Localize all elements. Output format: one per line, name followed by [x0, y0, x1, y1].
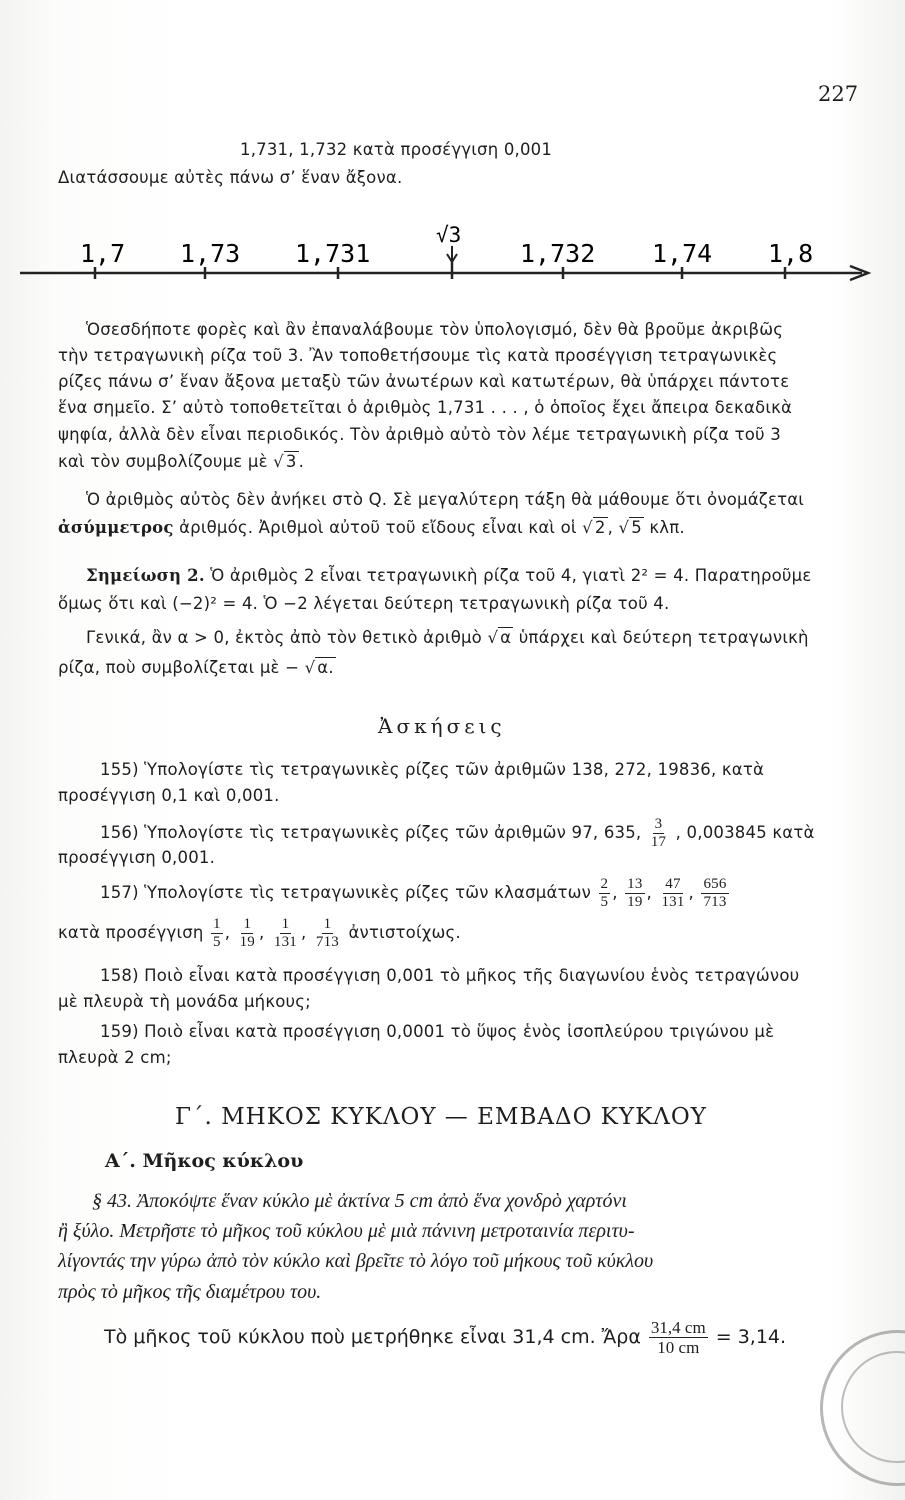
general-line-2: ρίζα, ποὺ συμβολίζεται μὲ − √ α.	[58, 658, 334, 677]
note-line-1: Σημείωση 2. Ὁ ἀριθμὸς 2 εἶναι τετραγωνικὴ ρίζα τοῦ 4, γιατὶ 2² = 4. Παρατηροῦμε	[86, 566, 812, 585]
axis-label: 1,73	[180, 239, 241, 268]
sqrt-symbol: √ 5	[618, 518, 642, 537]
para1-line: ψηφία, ἀλλὰ δὲν εἶναι περιοδικός. Τὸν ἀριθμὸ αὐτὸ τὸν λέμε τετραγωνικὴ ρίζα τοῦ 3	[58, 425, 781, 444]
fraction: $\frac{3}{17}$	[650, 816, 667, 850]
axis-label: 1,74	[652, 239, 713, 268]
note-line-2: ὅμως ὅτι καὶ (−2)² = 4. Ὁ −2 λέγεται δεύτερη τετραγωνικὴ ρίζα τοῦ 4.	[58, 594, 670, 613]
exercise-158-line-2: μὲ πλευρὰ τὴ μονάδα μήκους;	[58, 992, 311, 1011]
intro-line-2: Διατάσσουμε αὐτὲς πάνω σ’ ἕναν ἄξονα.	[58, 168, 403, 187]
note-label: Σημείωση 2.	[86, 566, 205, 585]
term-irrational: ἀσύμμετρος	[58, 518, 174, 537]
section-subheading: Α΄. Μῆκος κύκλου	[105, 1150, 304, 1172]
axis-label: 1,732	[520, 239, 596, 268]
axis-label: 1,8	[768, 239, 814, 268]
sqrt-symbol: √ 3	[273, 452, 297, 471]
fraction: $\frac{2}{5}$	[600, 876, 609, 910]
exercise-157-line-2: κατὰ προσέγγιση $\frac{1}{5}$ , $\frac{1}{19}$ , $\frac{1}{131}$ , $\frac{1}{713}$ ἀντιστοίχως.	[58, 916, 461, 950]
para1-line: ἕνα σημεῖο. Σ’ αὐτὸ τοποθετεῖται ὁ ἀριθμὸς 1,731 . . . , ὁ ὁποῖος ἔχει ἄπειρα δεκαδικὰ	[58, 398, 793, 417]
number-axis	[0, 218, 905, 298]
exercise-155-line-1: 155) Ὑπολογίστε τὶς τετραγωνικὲς ρίζες τῶν ἀριθμῶν 138, 272, 19836, κατὰ	[100, 760, 765, 779]
axis-label: 1,7	[80, 239, 126, 268]
exercise-159-line-1: 159) Ποιὸ εἶναι κατὰ προσέγγιση 0,0001 τὸ ὕψος ἑνὸς ἰσοπλεύρου τριγώνου μὲ	[100, 1022, 775, 1041]
exercises-title: Ἀσκήσεις	[378, 714, 506, 738]
library-stamp	[820, 1330, 905, 1486]
para1-line: ρίζες πάνω σ’ ἕναν ἄξονα μεταξὺ τῶν ἀνωτέρων καὶ κατωτέρων, θὰ ὑπάρχει πάντοτε	[58, 372, 790, 391]
para1-line-6: καὶ τὸν συμβολίζουμε μὲ √ 3 .	[58, 452, 305, 471]
exercise-156-line-2: προσέγγιση 0,001.	[58, 848, 216, 867]
para2-line-1: Ὁ ἀριθμὸς αὐτὸς δὲν ἀνήκει στὸ Q. Σὲ μεγαλύτερη τάξη θὰ μάθουμε ὅτι ὀνομάζεται	[86, 490, 805, 509]
para43-line: λίγοντάς την γύρω ἀπὸ τὸν κύκλο καὶ βρεῖτε τὸ λόγο τοῦ μήκους τοῦ κύκλου	[58, 1250, 654, 1272]
exercise-159-line-2: πλευρὰ 2 cm;	[58, 1048, 172, 1067]
fraction: $\frac{1}{5}$	[213, 916, 221, 950]
intro-line-1: 1,731, 1,732 κατὰ προσέγγιση 0,001	[240, 140, 553, 159]
page-number: 227	[818, 82, 859, 106]
para1-line-6-text: καὶ τὸν συμβολίζουμε μὲ	[58, 452, 268, 471]
exercise-157-line-1: 157) Ὑπολογίστε τὶς τετραγωνικὲς ρίζες τῶν κλασμάτων $\frac{2}{5}$ , $\frac{13}{19}$ , $\frac{47}{131}$ , $\frac{656}{713}$	[100, 876, 727, 910]
general-line-1: Γενικά, ἂν α > 0, ἐκτὸς ἀπὸ τὸν θετικὸ ἀριθμὸ √ α ὑπάρχει καὶ δεύτερη τετραγωνικὴ	[86, 628, 809, 647]
para1-line: Ὁσεσδήποτε φορὲς καὶ ἂν ἐπαναλάβουμε τὸν ὑπολογισμό, δὲν θὰ βροῦμε ἀκριβῶς	[86, 320, 784, 339]
axis-label: 1,731	[295, 239, 371, 268]
sqrt-symbol: √ α	[487, 628, 512, 647]
exercise-156-line-1: 156) Ὑπολογίστε τὶς τετραγωνικὲς ρίζες τῶν ἀριθμῶν 97, 635, $\frac{3}{17}$ , 0,003845 κατὰ	[100, 816, 815, 850]
axis-sqrt-label: √3	[436, 223, 462, 247]
fraction: $\frac{1}{131}$	[273, 916, 298, 950]
fraction: $\frac{13}{19}$	[627, 876, 643, 910]
para43-line: ἢ ξύλο. Μετρῆστε τὸ μῆκος τοῦ κύκλου μὲ μιὰ πάνινη μετροταινία περιτυ-	[58, 1220, 635, 1242]
section-heading: Γ΄. ΜΗΚΟΣ ΚΥΚΛΟΥ — ΕΜΒΑΔΟ ΚΥΚΛΟΥ	[175, 1104, 707, 1130]
para2-line-2: ἀσύμμετρος ἀριθμός. Ἀριθμοὶ αὐτοῦ τοῦ εἴδους εἶναι καὶ οἱ √ 2 , √ 5 κλπ.	[58, 518, 685, 537]
fraction: $\frac{656}{713}$	[703, 876, 727, 910]
para1-line: τὴν τετραγωνικὴ ρίζα τοῦ 3. Ἂν τοποθετήσουμε τὶς κατὰ προσέγγιση τετραγωνικὲς	[58, 346, 778, 365]
exercise-155-line-2: προσέγγιση 0,1 καὶ 0,001.	[58, 786, 280, 805]
sqrt-argument: 3	[285, 452, 297, 471]
sqrt-symbol: √ 2	[582, 518, 606, 537]
fraction: $\frac{1}{713}$	[315, 916, 340, 950]
fraction: $\frac{1}{19}$	[239, 916, 256, 950]
para43-line: § 43. Ἀποκόψτε ἕναν κύκλο μὲ ἀκτίνα 5 cm ἀπὸ ἕνα χονδρὸ χαρτόνι	[92, 1190, 627, 1212]
sqrt-symbol: √ α.	[304, 658, 334, 677]
fraction: $\frac{47}{131}$	[661, 876, 685, 910]
exercise-158-line-1: 158) Ποιὸ εἶναι κατὰ προσέγγιση 0,001 τὸ μῆκος τῆς διαγωνίου ἑνὸς τετραγώνου	[100, 966, 800, 985]
para43-line: πρὸς τὸ μῆκος τῆς διαμέτρου του.	[58, 1281, 322, 1303]
fraction: $\frac{31,4 cm}{10 cm}$	[650, 1318, 706, 1357]
final-line: Τὸ μῆκος τοῦ κύκλου ποὺ μετρήθηκε εἶναι 31,4 cm. Ἄρα $\frac{31,4 cm}{10 cm}$ = 3,14.	[104, 1318, 787, 1357]
